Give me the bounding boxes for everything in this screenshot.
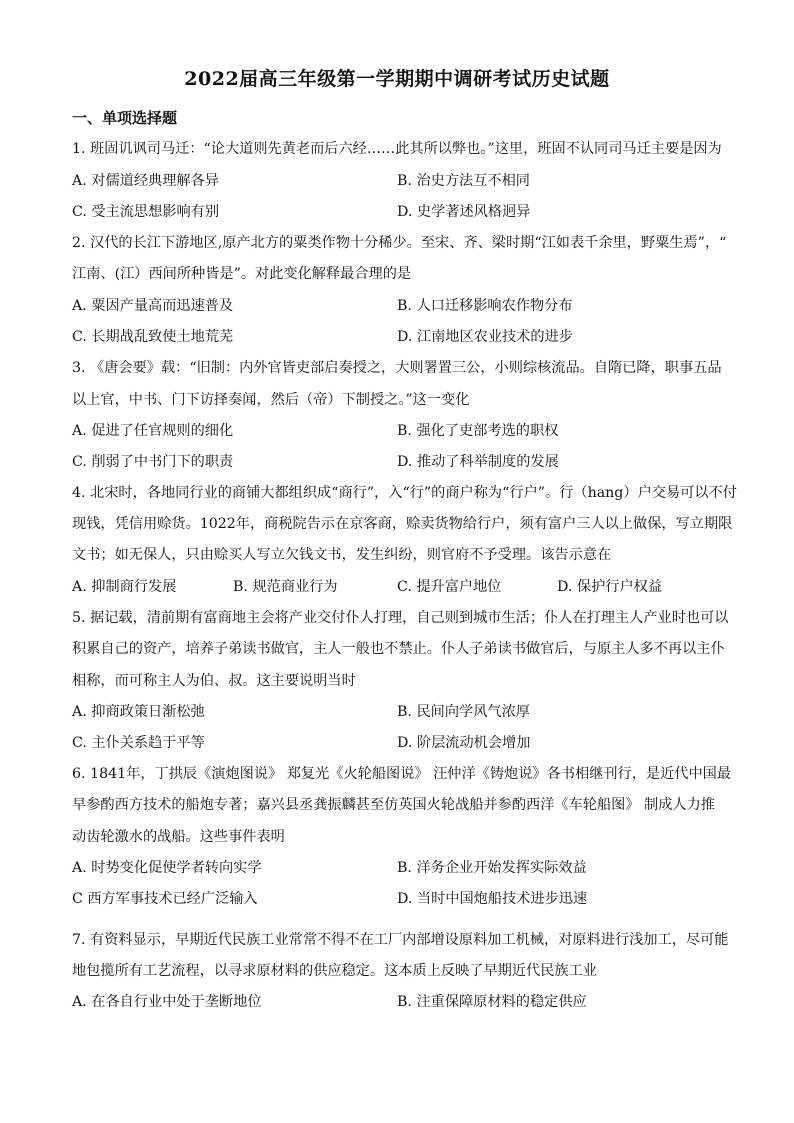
question-7-option-b: B. 注重保障原材料的稳定供应 [397, 994, 587, 1010]
question-6-line-3: 动齿轮激水的战船。这些事件表明 [72, 829, 285, 845]
question-2-line-2: 江南、(江）西间所种皆是”。对此变化解释最合理的是 [72, 266, 412, 282]
question-5-line-3: 相称，而可称主人为伯、叔。这主要说明当时 [72, 673, 356, 689]
question-1-option-b: B. 治史方法互不相同 [397, 173, 530, 189]
question-7-option-a: A. 在各自行业中处于垄断地位 [72, 994, 262, 1010]
section-heading: 一、单项选择题 [72, 109, 178, 127]
question-2-option-b: B. 人口迁移影响农作物分布 [397, 298, 573, 314]
question-5-option-c: C. 主仆关系趋于平等 [72, 735, 205, 751]
question-1-option-d: D. 史学著述风格迥异 [397, 204, 531, 220]
question-1-line-1: 1. 班固讥讽司马迁：“论大道则先黄老而后六经……此其所以弊也。”这里，班固不认同司马迁主要是因为 [72, 141, 722, 157]
question-6-line-2: 早参酌西方技术的船炮专著；嘉兴县丞龚振麟甚至仿英国火轮战船并参酌西洋《车轮船图》 制成人力推 [72, 797, 715, 813]
question-3-option-c: C. 削弱了中书门下的职责 [72, 454, 234, 470]
question-3-line-1: 3. 《唐会要》载：“旧制：内外官皆吏部启奏授之，大则署置三公，小则综核流品。自隋已降，职事五品 [72, 360, 722, 376]
question-5-option-d: D. 阶层流动机会增加 [397, 735, 531, 751]
question-6-line-1: 6. 1841年，丁拱辰《演炮图说》 郑复光《火轮船图说》 汪仲洋《铸炮说》各书相继刊行，是近代中国最 [72, 766, 732, 782]
question-6-option-b: B. 洋务企业开始发挥实际效益 [397, 860, 587, 876]
question-7-line-2: 地包揽所有工艺流程，以寻求原材料的供应稳定。这本质上反映了早期近代民族工业 [72, 963, 597, 979]
question-3-option-d: D. 推动了科举制度的发展 [397, 454, 559, 470]
page-title: 2022届高三年级第一学期期中调研考试历史试题 [184, 68, 610, 90]
question-2-line-1: 2. 汉代的长江下游地区,原产北方的粟类作物十分稀少。至宋、齐、梁时期“江如表千余里，野粟生焉”，“ [72, 235, 727, 251]
question-3-line-2: 以上官，中书、门下访择奏闻，然后（帝）下制授之。”这一变化 [72, 392, 470, 408]
question-4-line-2: 现钱，凭信用赊货。1022年，商税院告示在京客商，赊卖货物给行户，须有富户三人以上做保，写立期限 [72, 516, 733, 532]
question-4-option-c: C. 提升富户地位 [397, 579, 502, 595]
question-5-line-2: 积累自己的资产，培养子弟读书做官，主人一般也不禁止。仆人子弟读书做官后，与原主人多不再以主仆 [72, 641, 725, 657]
question-4-line-1: 4. 北宋时，各地同行业的商铺大都组织成“商行”，入“行”的商户称为“行户”。行（hang）户交易可以不付 [72, 485, 737, 501]
question-6-option-a: A. 时势变化促使学者转向实学 [72, 860, 262, 876]
question-1-option-a: A. 对儒道经典理解各异 [72, 173, 219, 189]
question-2-option-d: D. 江南地区农业技术的进步 [397, 329, 573, 345]
question-4-option-a: A. 抑制商行发展 [72, 579, 177, 595]
question-6-option-d: D. 当时中国炮船技术进步迅速 [397, 891, 588, 907]
question-7-line-1: 7. 有资料显示，早期近代民族工业常常不得不在工厂内部增设原料加工机械，对原料进行浅加工，尽可能 [72, 932, 729, 948]
question-5-option-a: A. 抑商政策日渐松弛 [72, 704, 205, 720]
question-1-option-c: C. 受主流思想影响有别 [72, 204, 220, 220]
question-2-option-a: A. 粟因产量高而迅速普及 [72, 298, 234, 314]
question-5-option-b: B. 民间向学风气浓厚 [397, 704, 530, 720]
question-6-option-c: C 西方军事技术已经广泛输入 [72, 891, 258, 907]
question-5-line-1: 5. 据记载，清前期有富商地主会将产业交付仆人打理，自己则到城市生活；仆人在打理主人产业时也可以 [72, 610, 729, 626]
question-3-option-a: A. 促进了任官规则的细化 [72, 423, 234, 439]
question-4-option-b: B. 规范商业行为 [233, 579, 338, 595]
question-3-option-b: B. 强化了吏部考选的职权 [397, 423, 559, 439]
question-2-option-c: C. 长期战乱致使土地荒芜 [72, 329, 234, 345]
question-4-line-3: 文书；如无保人，只由赊买人写立欠钱文书，发生纠纷，则官府不予受理。该告示意在 [72, 547, 612, 563]
question-4-option-d: D. 保护行户权益 [557, 579, 663, 595]
